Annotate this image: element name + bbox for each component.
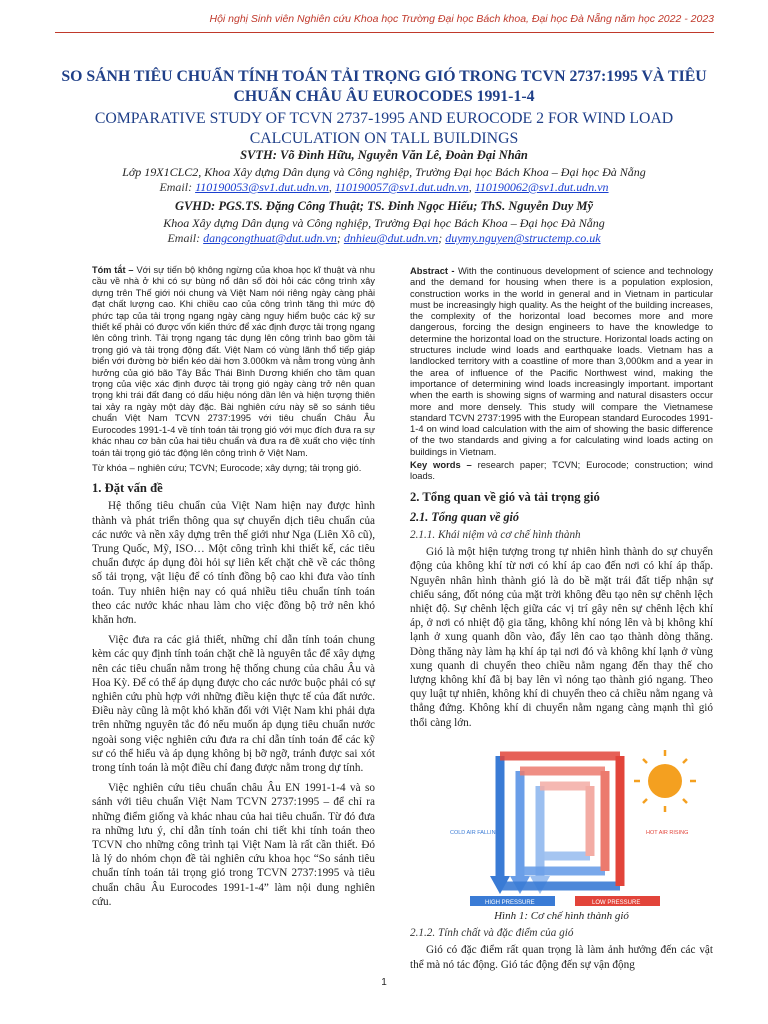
abstract-label: Tóm tắt – bbox=[92, 265, 134, 275]
paragraph: Việc nghiên cứu tiêu chuẩn châu Âu EN 1991-1-4 và so sánh với tiêu chuẩn Việt Nam TCVN 2737:1995 – để chỉ ra những điểm giống và khác nhau của hai tiêu chuẩn. Từ đó đưa ra những lưu ý, chỉ dẫn tính toán chi tiết khi tính toán theo TCVN cho những công trình tại Việt Nam là rất cần thiết. Đó là lý do nhóm chọn đề tài nghiên cứu khoa học “So sánh tiêu chuẩn tính toán tải trọng gió trong TCVN 2737:1995 và tiêu chuẩn châu Âu Eurocodes 1991-1-4” làm nội dung nghiên cứu. bbox=[92, 782, 375, 908]
keywords-label: Key words – bbox=[410, 459, 472, 471]
subsubsection-heading: 2.1.2. Tính chất và đặc điểm của gió bbox=[410, 927, 574, 940]
wind-diagram bbox=[410, 736, 713, 906]
abstract-text: Với sự tiến bộ không ngừng của khoa học kĩ thuật và nhu cầu về nhà ở khi có sự bùng nổ dân số đòi hỏi các công trình xây dựng trên Thế giới nói chung và Việt Nam nói riêng ngày càng phải đạt chất lượng cao. Khi chiều cao của công trình tăng thì mức độ phức tạp của tải trọng ngang ngày càng nguy hiểm buộc các kỹ sư thiết kế phải có được vốn kiến thức để xác định được tải trọng ngang lên công trình. Tải trọng ngang tác dụng lên công trình bao gồm tải trọng gió và tải trọng động đất. Việt Nam có vùng lãnh thổ tiếp giáp biển với đường bờ biển kéo dài hơn 3.000km và nằm trong vùng ảnh hưởng của gió bão Tây Bắc Thái Bình Dương khiến cho tầm quan trọng của việc xác định được tải trọng gió ngày càng trở nên quan trọng khi trái đất đang có dấu hiệu nóng dần lên và hiện tượng thiên tai xảy ra ngày một dày đặc. Bài nghiên cứu này sẽ so sánh tiêu chuẩn Việt Nam TCVN 2737:1995 với tiêu chuẩn Châu Âu Eurocodes 1991-1-4 về tính toán tải trọng gió với mục đích đưa ra sự khác nhau cơ bản của hai tiêu chuẩn và đưa ra đề xuất cho việc tính toán tải trọng gió tác động lên công trình ở Việt Nam. bbox=[92, 265, 375, 458]
student-authors: SVTH: Võ Đình Hữu, Nguyễn Văn Lê, Đoàn Đại Nhân bbox=[240, 148, 528, 162]
email-link[interactable]: dangcongthuat@dut.udn.vn bbox=[203, 231, 337, 245]
high-pressure-label: HIGH PRESSURE bbox=[485, 899, 535, 906]
abstract-text: With the continuous development of science and technology and the demand for housing when there is a population explosion, construction works in the world in general and in Vietnam in particular must be increasingly high quality. As the height of the building increases, the complexity of the horizontal load becomes more and more dangerous, forcing the design engineers to have the knowledge to determine the horizontal load on the structure. Horizontal loads acting on structures include wind loads and earthquake loads. Vietnam has a landlocked territory with a coastline of more than 3,000km and a year in the area of influence of the Pacific Northwest wind, making the importance of determining wind loads increasingly important. important when the earth is showing signs of warming and natural disasters occur more and more densely. This study will compare the Vietnamese standard TCVN 2737:1995 with the European standard Eurocodes 1991-1-4 on wind load calculation with the aim of showing the basic difference of the two standards and giving a for calculating wind loads acting on buildings in Vietnam. bbox=[410, 265, 714, 457]
supervisor-affiliation: Khoa Xây dựng Dân dụng và Công nghiệp, Trường Đại học Bách Khoa – Đại học Đà Nẵng bbox=[163, 216, 605, 230]
email-link[interactable]: duymy.nguyen@structemp.co.uk bbox=[445, 231, 601, 245]
email-label: Email: bbox=[159, 180, 193, 194]
abstract-label: Abstract - bbox=[410, 265, 455, 276]
paragraph: Gió có đặc điểm rất quan trọng là làm ảnh hưởng đến các vật thể mà nó tác động. Gió tác động đến sự vận động bbox=[410, 944, 713, 971]
supervisor-emails: Email: dangcongthuat@dut.udn.vn; dnhieu@dut.udn.vn; duymy.nguyen@structemp.co.uk bbox=[167, 231, 601, 245]
student-affiliation: Lớp 19X1CLC2, Khoa Xây dựng Dân dụng và Công nghiệp, Trường Đại học Bách Khoa – Đại học Đà Nẵng bbox=[122, 165, 646, 179]
paragraph: Việc đưa ra các giả thiết, những chỉ dẫn tính toán chung kèm các quy định tính toán chặt chẽ là nguyên tắc để xây dựng nên các tiêu chuẩn nằm trong hệ thống chung của châu Âu và Hoa Kỳ. Để có thể áp dụng được cho các nước buộc phải có sự nghiên cứu phù hợp với những điều kiện thực tế của đất nước. Điều này cũng là một khó khăn đối với Việt Nam khi phải dựa trên những nguyên tắc đó nếu muốn áp dụng tiêu chuẩn nước ngoài song việc nghiên cứu đưa ra chỉ dẫn tính toán để các kỹ sư có thể hiểu và áp dụng không bị bỡ ngỡ, tránh được sai xót trong tính toán là một điều chỉ đang được nằm trong dự tính. bbox=[92, 634, 375, 775]
supervisors: GVHD: PGS.TS. Đặng Công Thuật; TS. Đinh Ngọc Hiếu; ThS. Nguyễn Duy Mỹ bbox=[174, 199, 594, 213]
keywords-english bbox=[410, 459, 713, 482]
header-rule bbox=[55, 32, 714, 33]
email-link[interactable]: 110190062@sv1.dut.udn.vn bbox=[474, 180, 609, 194]
abstract-vietnamese bbox=[92, 265, 375, 459]
email-label: Email: bbox=[167, 231, 201, 245]
left-column bbox=[92, 265, 375, 915]
abstract-english bbox=[410, 265, 713, 457]
subsubsection-heading: 2.1.1. Khái niệm và cơ chế hình thành bbox=[410, 529, 581, 542]
keywords-text: research paper; TCVN; Eurocode; construction; wind loads. bbox=[410, 459, 713, 482]
cold-air-label: COLD AIR FALLING bbox=[450, 829, 500, 836]
wind-formation-figure bbox=[410, 736, 713, 906]
email-link[interactable]: dnhieu@dut.udn.vn bbox=[343, 231, 439, 245]
keywords-vietnamese: Từ khóa – nghiên cứu; TCVN; Eurocode; xây dựng; tải trọng gió. bbox=[92, 461, 362, 473]
hot-air-label: HOT AIR RISING bbox=[646, 829, 689, 836]
email-link[interactable]: 110190053@sv1.dut.udn.vn bbox=[195, 180, 329, 194]
conference-header: Hội nghị Sinh viên Nghiên cứu Khoa học Trường Đại học Bách khoa, Đại học Đà Nẵng năm học 2022 - 2023 bbox=[209, 13, 714, 25]
right-column bbox=[410, 265, 713, 978]
low-pressure-label: LOW PRESSURE bbox=[592, 899, 641, 906]
section-heading: 2. Tổng quan về gió và tải trọng gió bbox=[410, 489, 600, 504]
figure-caption: Hình 1: Cơ chế hình thành gió bbox=[494, 909, 629, 922]
student-emails: Email: 110190053@sv1.dut.udn.vn, 110190057@sv1.dut.udn.vn, 110190062@sv1.dut.udn.vn bbox=[159, 180, 609, 194]
page-number: 1 bbox=[381, 977, 387, 988]
paragraph: Gió là một hiện tượng trong tự nhiên hình thành do sự chuyển động của không khí từ nơi có khí áp cao đến nơi có khí áp thấp. Nguyên nhân hình thành gió là do bề mặt trái đất tiếp nhận sự chiếu sáng, đốt nóng của mặt trời không đều tạo nên sự chênh lệch nhiệt độ. Sự chênh lệch giữa các vị trí gây nên sự chênh lệch khí áp, ở nơi có nhiệt độ gia tăng, không khí nóng lên và bị không khí lạnh ở xung quanh dồn vào, đẩy lên cao tạo thành dòng thăng. Dòng thăng này làm hạ khí áp tại nơi đó và không khí lạnh ở vùng xung quanh di chuyển theo chiều nằm ngang đến thay thế cho lượng không khí đã bị bay lên vì nóng tạo thành gió ngang. Theo quy luật tự nhiên, không khí di chuyển theo cả chiều nằm ngang và thẳng đứng. Không khí di chuyển nằm ngang càng mạnh thì gió thổi càng lớn. bbox=[410, 546, 713, 729]
paragraph: Hệ thống tiêu chuẩn của Việt Nam hiện nay được hình thành và phát triển thông qua sự chuyển dịch tiêu chuẩn của các nước và nền xây dựng trên thế giới như Nga (Liên Xô cũ), Trung Quốc, Mỹ, ISO… Một công trình khi thiết kế, các tiêu chuẩn được áp dụng đòi hỏi sự liên kết chặt chẽ về các thông số tải trọng, vật liệu để có tính đồng bộ cao khi đưa vào tính toán. Tuy nhiên hiện nay có quá nhiều tiêu chuẩn tính toán theo các nước khác nhau làm cho việc đồng bộ trở nên khó khăn hơn. bbox=[92, 500, 375, 627]
subsection-heading: 2.1. Tổng quan về gió bbox=[410, 509, 520, 524]
email-link[interactable]: 110190057@sv1.dut.udn.vn bbox=[334, 180, 469, 194]
title-vietnamese: SO SÁNH TIÊU CHUẨN TÍNH TOÁN TẢI TRỌNG GIÓ TRONG TCVN 2737:1995 VÀ TIÊU CHUẨN CHÂU ÂU EUROCODES 1991-1-4 bbox=[61, 68, 707, 105]
title-english: COMPARATIVE STUDY OF TCVN 2737-1995 AND EUROCODE 2 FOR WIND LOAD CALCULATION ON TALL BUILDINGS bbox=[94, 110, 674, 147]
section-heading: 1. Đặt vấn đề bbox=[92, 481, 163, 496]
